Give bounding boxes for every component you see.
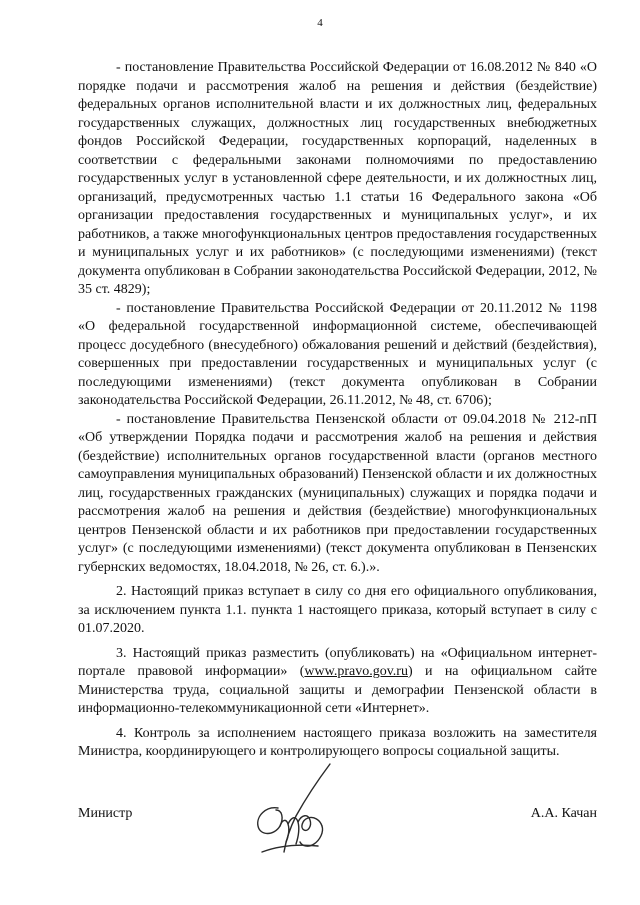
clause-2: 2. Настоящий приказ вступает в силу со дня его официального опубликования, за исключением пункта 1.1. пункта 1 настоящего приказа, который вступает в силу с 01.07.2020. xyxy=(78,584,597,636)
document-body xyxy=(78,59,597,762)
clause-3 xyxy=(78,645,597,719)
legal-basis-item: - постановление Правительства Российской Федерации от 16.08.2012 № 840 «О порядке подачи и рассмотрения жалоб на решения и действия (бездействие) федеральных органов исполнительной власти и их должностных лиц, федеральных государственных служащих, должностных лиц государственных внебюджетных фондов Российской Федерации, государственных корпораций, наделенных в соответствии с федеральными законами полномочиями по предоставлению государственных услуг в установленной сфере деятельности, и их должностных лиц, организаций, предусмотренных частью 1.1 статьи 16 Федерального закона «Об организации предоставления государственных и муниципальных услуг», и их работников, а также многофункциональных центров предоставления государственных и муниципальных услуг и их работников» (с последующими изменениями) (текст документа опубликован в Собрании законодательства Российской Федерации, 2012, № 35 ст. 4829); xyxy=(78,60,597,297)
legal-basis-item: - постановление Правительства Пензенской области от 09.04.2018 № 212-пП «Об утверждении Порядка подачи и рассмотрения жалоб на решения и действия (бездействие) исполнительных органов государственной власти (органов местного самоуправления муниципальных образований) Пензенской области и их должностных лиц, государственных гражданских (муниципальных) служащих и порядка подачи и рассмотрения жалоб на решения и действия (бездействие) многофункциональных центров Пензенской области и их работников при предоставлении государственных услуг» (с последующими изменениями) (текст документа опубликован в Пензенских губернских ведомостях, 18.04.2018, № 26, ст. 6.).». xyxy=(78,411,597,575)
clause-3-text-start: 3. Настоящий приказ разместить (опубликовать) на «Официальном интернет-портале правовой информации» ( xyxy=(78,645,597,679)
legal-basis-item: - постановление Правительства Российской Федерации от 20.11.2012 № 1198 «О федеральной государственной информационной системе, обеспечивающей процесс досудебного (внесудебного) обжалования решений и действий (бездействия), совершенных при предоставлении государственных и муниципальных услуг (с последующими изменениями) (текст документа опубликован в Собрании законодательства Российской Федерации, 26.11.2012, № 48, ст. 6706); xyxy=(78,300,597,408)
signatory-name: А.А. Качан xyxy=(530,806,597,821)
signatory-position: Министр xyxy=(78,806,133,821)
pravo-portal-link[interactable]: www.pravo.gov.ru xyxy=(304,664,408,679)
page-number: 4 xyxy=(317,17,323,29)
handwritten-signature xyxy=(248,760,338,865)
clause-3-text-end: ) и на официальном сайте Министерства труда, социальной защиты и демографии Пензенской области в информационно-телекоммуникационной сети «Интернет». xyxy=(78,664,597,716)
clause-4: 4. Контроль за исполнением настоящего приказа возложить на заместителя Министра, координирующего и контролирующего вопросы социальной защиты. xyxy=(78,725,597,759)
